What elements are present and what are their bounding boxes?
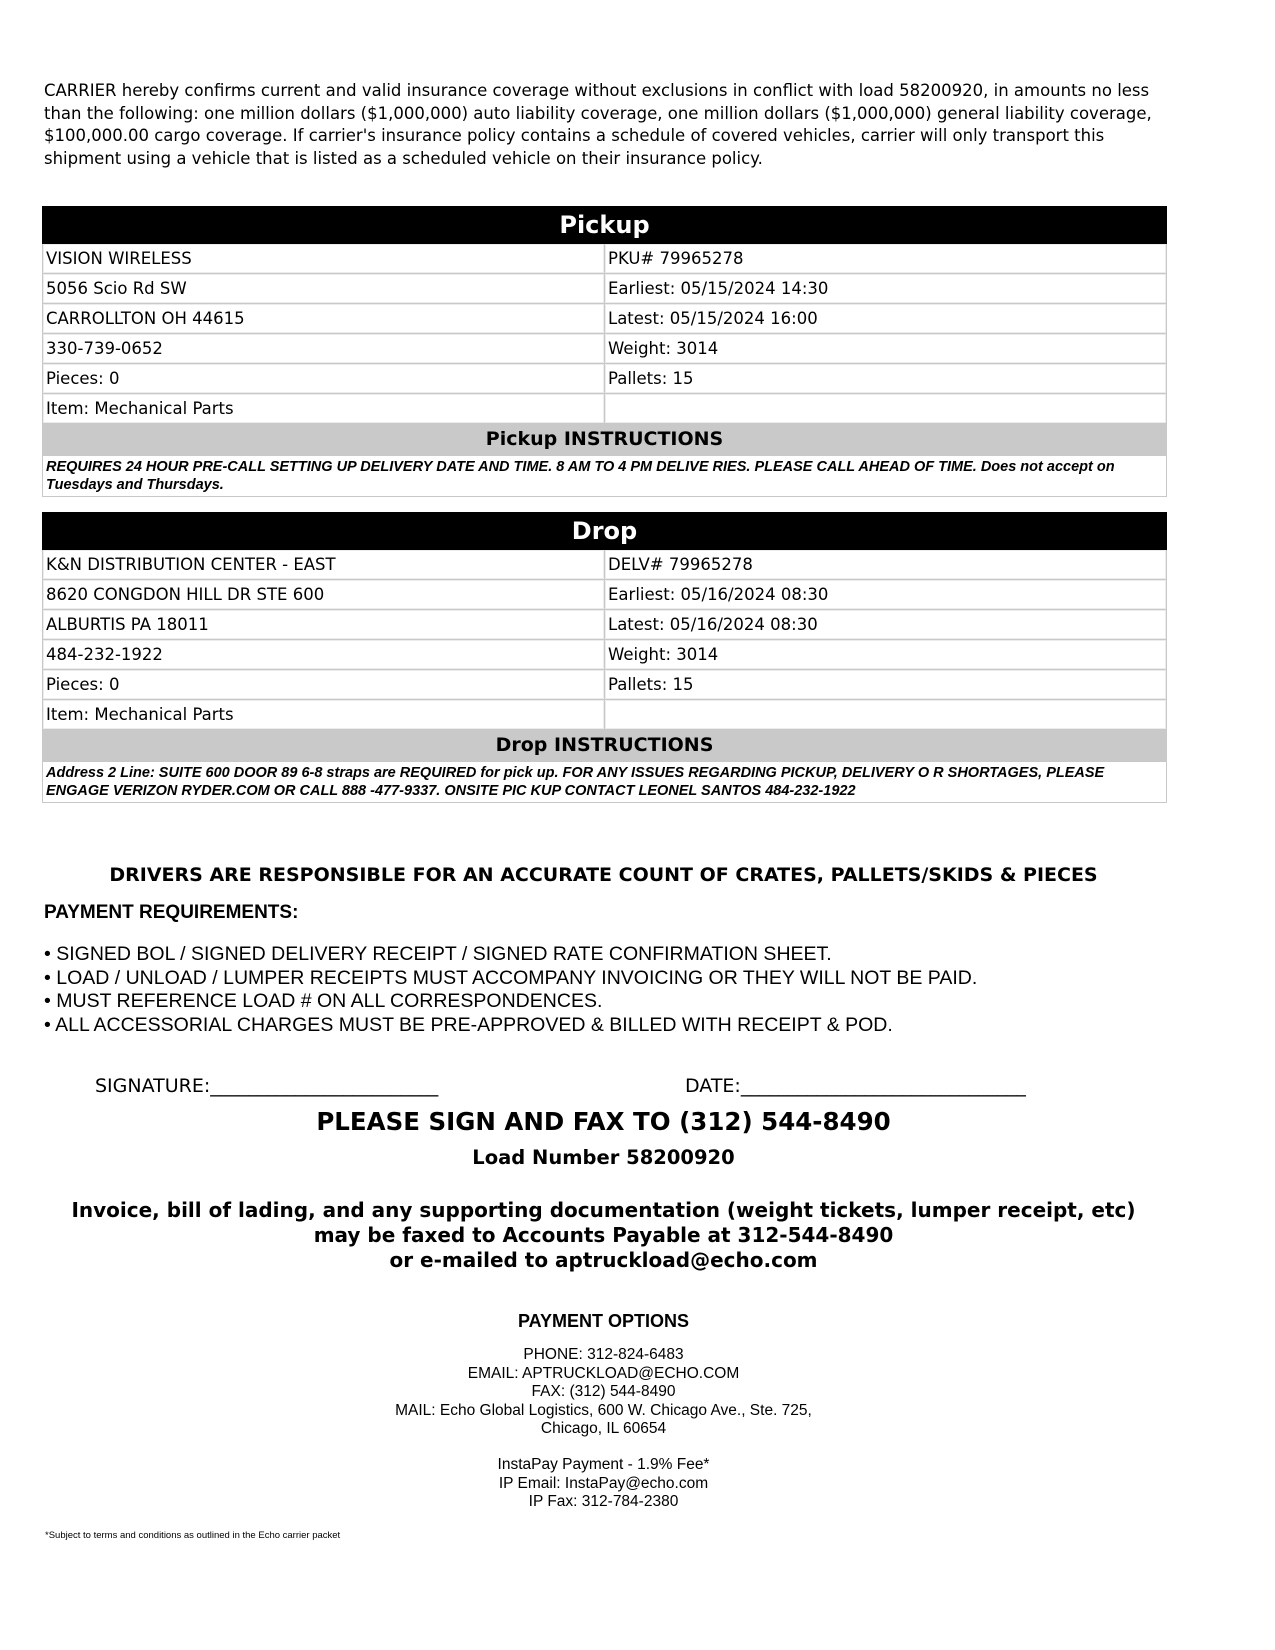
invoice-instructions	[0, 1198, 1207, 1273]
drop-address: 8620 CONGDON HILL DR STE 600	[43, 580, 605, 610]
drivers-responsibility-notice: DRIVERS ARE RESPONSIBLE FOR AN ACCURATE COUNT OF CRATES, PALLETS/SKIDS & PIECES	[109, 864, 1098, 886]
pickup-address: 5056 Scio Rd SW	[43, 274, 605, 304]
table-row	[43, 394, 1167, 424]
drop-pieces: Pieces: 0	[43, 670, 605, 700]
payment-requirements-title: PAYMENT REQUIREMENTS:	[44, 902, 299, 923]
table-row	[43, 364, 1167, 394]
pickup-pallets: Pallets: 15	[605, 364, 1167, 394]
list-item: • LOAD / UNLOAD / LUMPER RECEIPTS MUST ACCOMPANY INVOICING OR THEY WILL NOT BE PAID.	[44, 966, 978, 989]
table-row	[43, 274, 1167, 304]
drop-company: K&N DISTRIBUTION CENTER - EAST	[43, 550, 605, 580]
footnote: *Subject to terms and conditions as outlined in the Echo carrier packet	[45, 1530, 341, 1541]
pickup-pieces: Pieces: 0	[43, 364, 605, 394]
pickup-item: Item: Mechanical Parts	[43, 394, 605, 424]
pickup-empty-cell	[605, 394, 1167, 424]
table-row	[43, 670, 1167, 700]
pickup-instructions-header: Pickup INSTRUCTIONS	[43, 424, 1167, 456]
pickup-table	[42, 206, 1167, 497]
drop-header: Drop	[43, 513, 1167, 550]
table-row	[43, 700, 1167, 730]
contact-fax: FAX: (312) 544-8490	[531, 1383, 676, 1400]
drop-earliest: Earliest: 05/16/2024 08:30	[605, 580, 1167, 610]
drop-empty-cell	[605, 700, 1167, 730]
pickup-city: CARROLLTON OH 44615	[43, 304, 605, 334]
pickup-weight: Weight: 3014	[605, 334, 1167, 364]
list-item: • ALL ACCESSORIAL CHARGES MUST BE PRE-APPROVED & BILLED WITH RECEIPT & POD.	[44, 1013, 893, 1036]
contact-email: EMAIL: APTRUCKLOAD@ECHO.COM	[467, 1364, 740, 1382]
pickup-header: Pickup	[43, 207, 1167, 244]
contact-mail: MAIL: Echo Global Logistics, 600 W. Chicago Ave., Ste. 725,	[395, 1401, 812, 1419]
contact-phone: PHONE: 312-824-6483	[523, 1346, 684, 1363]
instapay-info	[0, 1456, 1207, 1512]
drop-instructions-text: Address 2 Line: SUITE 600 DOOR 89 6-8 straps are REQUIRED for pick up. FOR ANY ISSUES REGARDING PICKUP, DELIVERY O R SHORTAGES, PLEASE ENGAGE VERIZON RYDER.COM OR CALL 888 -477-9337. ONSITE PIC KUP CONTACT LEONEL SANTOS 484-232-1922	[43, 762, 1167, 803]
instapay-email: IP Email: InstaPay@echo.com	[498, 1474, 709, 1492]
table-row	[43, 640, 1167, 670]
invoice-line: may be faxed to Accounts Payable at 312-544-8490	[313, 1223, 894, 1247]
drop-instructions-header: Drop INSTRUCTIONS	[43, 730, 1167, 762]
sign-and-fax-heading: PLEASE SIGN AND FAX TO (312) 544-8490	[316, 1107, 891, 1136]
table-row	[43, 580, 1167, 610]
payment-options-title: PAYMENT OPTIONS	[517, 1311, 690, 1331]
drop-city: ALBURTIS PA 18011	[43, 610, 605, 640]
instapay-fee: InstaPay Payment - 1.9% Fee*	[497, 1456, 710, 1473]
pickup-latest: Latest: 05/15/2024 16:00	[605, 304, 1167, 334]
invoice-line: Invoice, bill of lading, and any supporting documentation (weight tickets, lumper receipt, etc)	[71, 1198, 1136, 1222]
pickup-number: PKU# 79965278	[605, 244, 1167, 274]
pickup-instructions-text: REQUIRES 24 HOUR PRE-CALL SETTING UP DELIVERY DATE AND TIME. 8 AM TO 4 PM DELIVE RIES. PLEASE CALL AHEAD OF TIME. Does not accept on Tuesdays and Thursdays.	[43, 456, 1167, 497]
drop-pallets: Pallets: 15	[605, 670, 1167, 700]
list-item: • SIGNED BOL / SIGNED DELIVERY RECEIPT / SIGNED RATE CONFIRMATION SHEET.	[44, 943, 832, 965]
drop-phone: 484-232-1922	[43, 640, 605, 670]
drop-weight: Weight: 3014	[605, 640, 1167, 670]
drop-delivery-number: DELV# 79965278	[605, 550, 1167, 580]
contact-mail-city: Chicago, IL 60654	[540, 1420, 667, 1437]
table-row	[43, 610, 1167, 640]
payment-contacts	[0, 1346, 1207, 1439]
table-row	[43, 304, 1167, 334]
insurance-confirmation-text: CARRIER hereby confirms current and valid insurance coverage without exclusions in conflict with load 58200920, in amounts no less than the following: one million dollars ($1,000,000) auto liability coverage, one million dollars ($1,000,000) general liability coverage, $100,000.00 cargo coverage. If carrier's insurance policy contains a schedule of covered vehicles, carrier will only transport this shipment using a vehicle that is listed as a scheduled vehicle on their insurance policy.	[44, 81, 1152, 168]
pickup-earliest: Earliest: 05/15/2024 14:30	[605, 274, 1167, 304]
date-line: DATE:______________________________	[685, 1075, 1026, 1097]
pickup-company: VISION WIRELESS	[43, 244, 605, 274]
list-item: • MUST REFERENCE LOAD # ON ALL CORRESPONDENCES.	[44, 990, 603, 1012]
load-number: Load Number 58200920	[472, 1146, 735, 1169]
drop-latest: Latest: 05/16/2024 08:30	[605, 610, 1167, 640]
table-row	[43, 550, 1167, 580]
invoice-line: or e-mailed to aptruckload@echo.com	[389, 1248, 818, 1272]
payment-requirements-list	[44, 943, 977, 1037]
table-row	[43, 244, 1167, 274]
drop-table	[42, 512, 1167, 803]
signature-line: SIGNATURE:________________________	[95, 1075, 439, 1097]
pickup-phone: 330-739-0652	[43, 334, 605, 364]
drop-item: Item: Mechanical Parts	[43, 700, 605, 730]
instapay-fax: IP Fax: 312-784-2380	[528, 1493, 679, 1510]
table-row	[43, 334, 1167, 364]
